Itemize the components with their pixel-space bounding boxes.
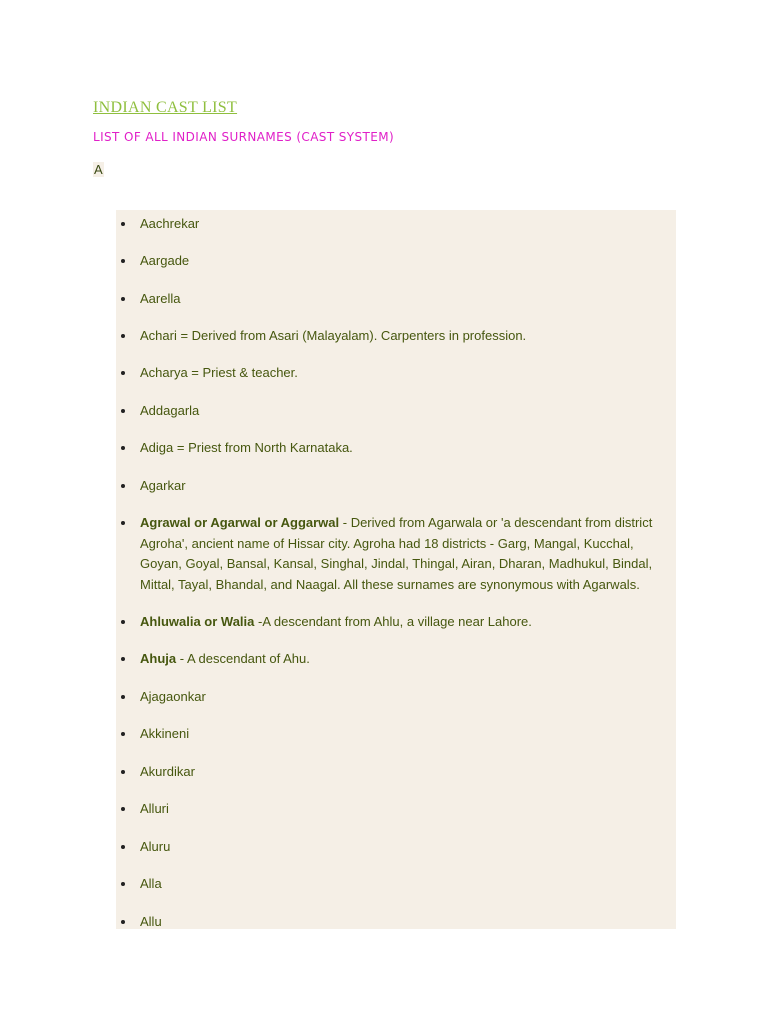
surname-description: - Derived from Agarwala or 'a descendant from district Agroha', ancient name of Hissar city. Agroha had 18 districts - Garg, Mangal, Kucchal, Goyan, Goyal, Bansal, Kansal, Singhal, Jindal, Thingal, Airan, Dharan, Madhukul, Bindal, Mittal, Tayal, Bhandal, and Naagal. All these surnames are synonymous with Agarwals. <box>140 515 653 592</box>
surname-description: -A descendant from Ahlu, a village near Lahore. <box>254 614 532 629</box>
bullet-icon <box>121 920 125 924</box>
surname-description: Adiga = Priest from North Karnataka. <box>140 440 353 455</box>
bullet-icon <box>121 222 125 226</box>
list-item <box>140 476 676 497</box>
list-item <box>140 401 676 422</box>
list-item <box>140 649 676 670</box>
surname-description: Allu <box>140 914 162 929</box>
list-item <box>140 762 676 783</box>
list-item <box>140 363 676 384</box>
surname-description: Aachrekar <box>140 216 200 231</box>
list-item <box>140 289 676 310</box>
bullet-icon <box>121 409 125 413</box>
bullet-icon <box>121 882 125 886</box>
surname-description: - A descendant of Ahu. <box>176 651 310 666</box>
bullet-icon <box>121 297 125 301</box>
page-subtitle: LIST OF ALL INDIAN SURNAMES (CAST SYSTEM) <box>93 130 395 144</box>
surname-description: Aarella <box>140 291 181 306</box>
surname-description: Aargade <box>140 253 190 268</box>
surname-description: Akurdikar <box>140 764 195 779</box>
bullet-icon <box>121 732 125 736</box>
surname-description: Alla <box>140 876 162 891</box>
surname-description: Achari = Derived from Asari (Malayalam). Carpenters in profession. <box>140 328 527 343</box>
list-item <box>140 837 676 858</box>
list-item <box>140 513 676 595</box>
bullet-icon <box>121 334 125 338</box>
bullet-icon <box>121 446 125 450</box>
surname-name: Ahluwalia or Walia <box>140 614 255 629</box>
surname-name: Ahuja <box>140 651 177 666</box>
bullet-icon <box>121 484 125 488</box>
surname-description: Aluru <box>140 839 171 854</box>
list-item <box>140 912 676 929</box>
bullet-icon <box>121 657 125 661</box>
list-item <box>140 687 676 708</box>
list-item <box>140 874 676 895</box>
surname-description: Alluri <box>140 801 169 816</box>
surname-description: Addagarla <box>140 403 200 418</box>
surname-description: Acharya = Priest & teacher. <box>140 365 298 380</box>
surname-list-box <box>116 210 676 929</box>
bullet-icon <box>121 521 125 525</box>
bullet-icon <box>121 770 125 774</box>
surname-description: Ajagaonkar <box>140 689 206 704</box>
bullet-icon <box>121 807 125 811</box>
bullet-icon <box>121 620 125 624</box>
list-item <box>140 214 676 235</box>
list-item <box>140 724 676 745</box>
bullet-icon <box>121 259 125 263</box>
list-item <box>140 612 676 633</box>
list-item <box>140 799 676 820</box>
section-letter: A <box>94 162 103 177</box>
surname-name: Agrawal or Agarwal or Aggarwal <box>140 515 340 530</box>
list-item <box>140 438 676 459</box>
list-item <box>140 326 676 347</box>
list-item <box>140 251 676 272</box>
bullet-icon <box>121 695 125 699</box>
surname-description: Akkineni <box>140 726 190 741</box>
page-title: INDIAN CAST LIST <box>93 99 238 116</box>
bullet-icon <box>121 371 125 375</box>
surname-description: Agarkar <box>140 478 186 493</box>
bullet-icon <box>121 845 125 849</box>
